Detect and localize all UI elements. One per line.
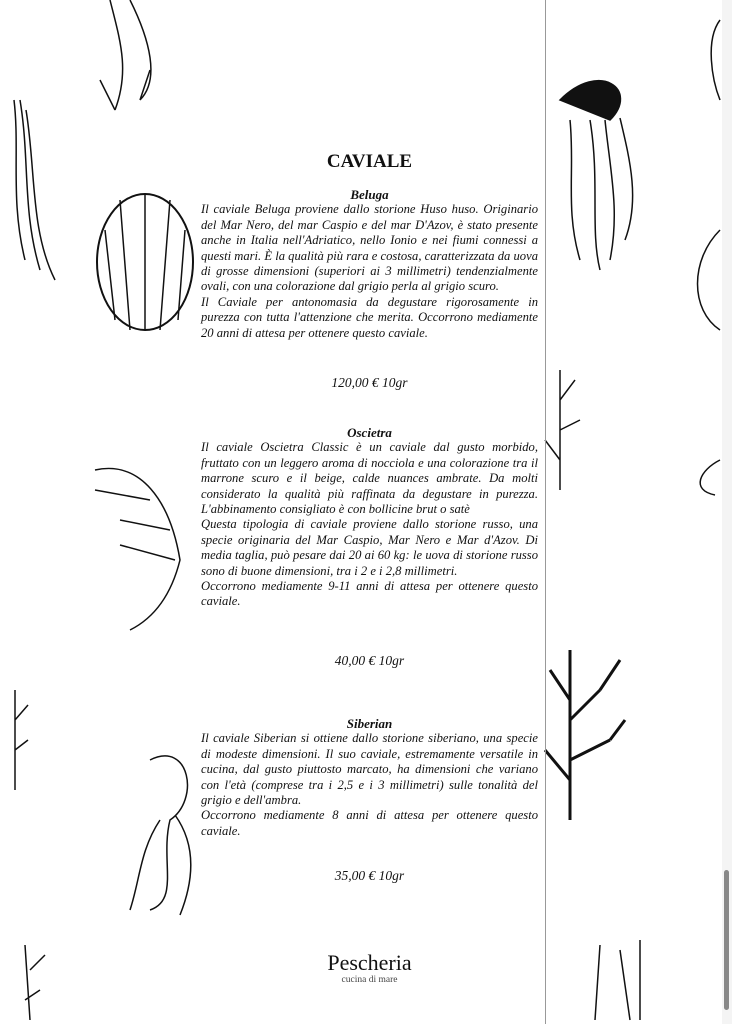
- item-name: Oscietra: [347, 425, 392, 440]
- item-price: 40,00 € 10gr: [334, 653, 405, 668]
- page-title: CAVIALE: [326, 151, 413, 172]
- brand-tagline: cucina di mare: [341, 975, 398, 985]
- scrollbar[interactable]: [722, 0, 732, 1024]
- item-name: Siberian: [346, 716, 393, 731]
- item-description: Il caviale Oscietra Classic è un caviale dal gusto morbido, fruttato con un leggero aroma di nocciola e una colorazione tra il marrone scuro e il beige, calde nuances ambrate. Da molti considerato la qualità più raffinata da degustare in purezza. L'abbinamento consigliato è con bollicine brut o satè: [201, 440, 538, 517]
- item-description: Occorrono mediamente 8 anni di attesa per ottenere questo caviale.: [201, 808, 538, 838]
- item-description: Questa tipologia di caviale proviene dallo storione russo, una specie originaria del Mar Caspio, Mar Nero e Mar d'Azov. Di media taglia, può pesare dai 20 ai 60 kg: le uova di storione russo sono di buone dimensioni, tra i 2 e i 2,8 millimetri.: [201, 517, 538, 578]
- item-description: Il caviale Siberian si ottiene dallo storione siberiano, una specie di modeste dimensioni. Il suo caviale, estremamente versatile in cucina, dal gusto piuttosto marcato, ha dimensioni che variano con l'età (comprese tra i 2,5 e i 3 millimetri) sulle tonalità del grigio e dell'ambra.: [201, 731, 538, 808]
- item-siberian: [201, 716, 538, 839]
- item-description: Occorrono mediamente 9-11 anni di attesa per ottenere questo caviale.: [201, 579, 538, 609]
- item-price: 120,00 € 10gr: [331, 375, 408, 390]
- page-divider: [545, 0, 546, 1024]
- item-description: Il caviale Beluga proviene dallo storione Huso huso. Originario del Mar Nero, del mar Caspio e del mar D'Azov, è stato presente anche in Italia nell'Adriatico, nello Ionio e nei fiumi connessi a questi mari. È la qualità più rara e costosa, caratterizzata da uova di grosse dimensioni (superiori ai 3 millimetri) tendenzialmente ovali, con una colorazione dal grigio perla al grigio scuro.: [201, 202, 538, 294]
- item-price: 35,00 € 10gr: [334, 868, 405, 883]
- scrollbar-thumb[interactable]: [724, 870, 729, 1010]
- item-beluga: [201, 187, 538, 341]
- brand-logo: Pescheria: [327, 950, 412, 975]
- item-description: Il Caviale per antonomasia da degustare rigorosamente in purezza con tutta l'attenzione che merita. Occorrono mediamente 20 anni di attesa per ottenere questo caviale.: [201, 294, 538, 340]
- item-oscietra: [201, 425, 538, 610]
- item-name: Beluga: [350, 187, 389, 202]
